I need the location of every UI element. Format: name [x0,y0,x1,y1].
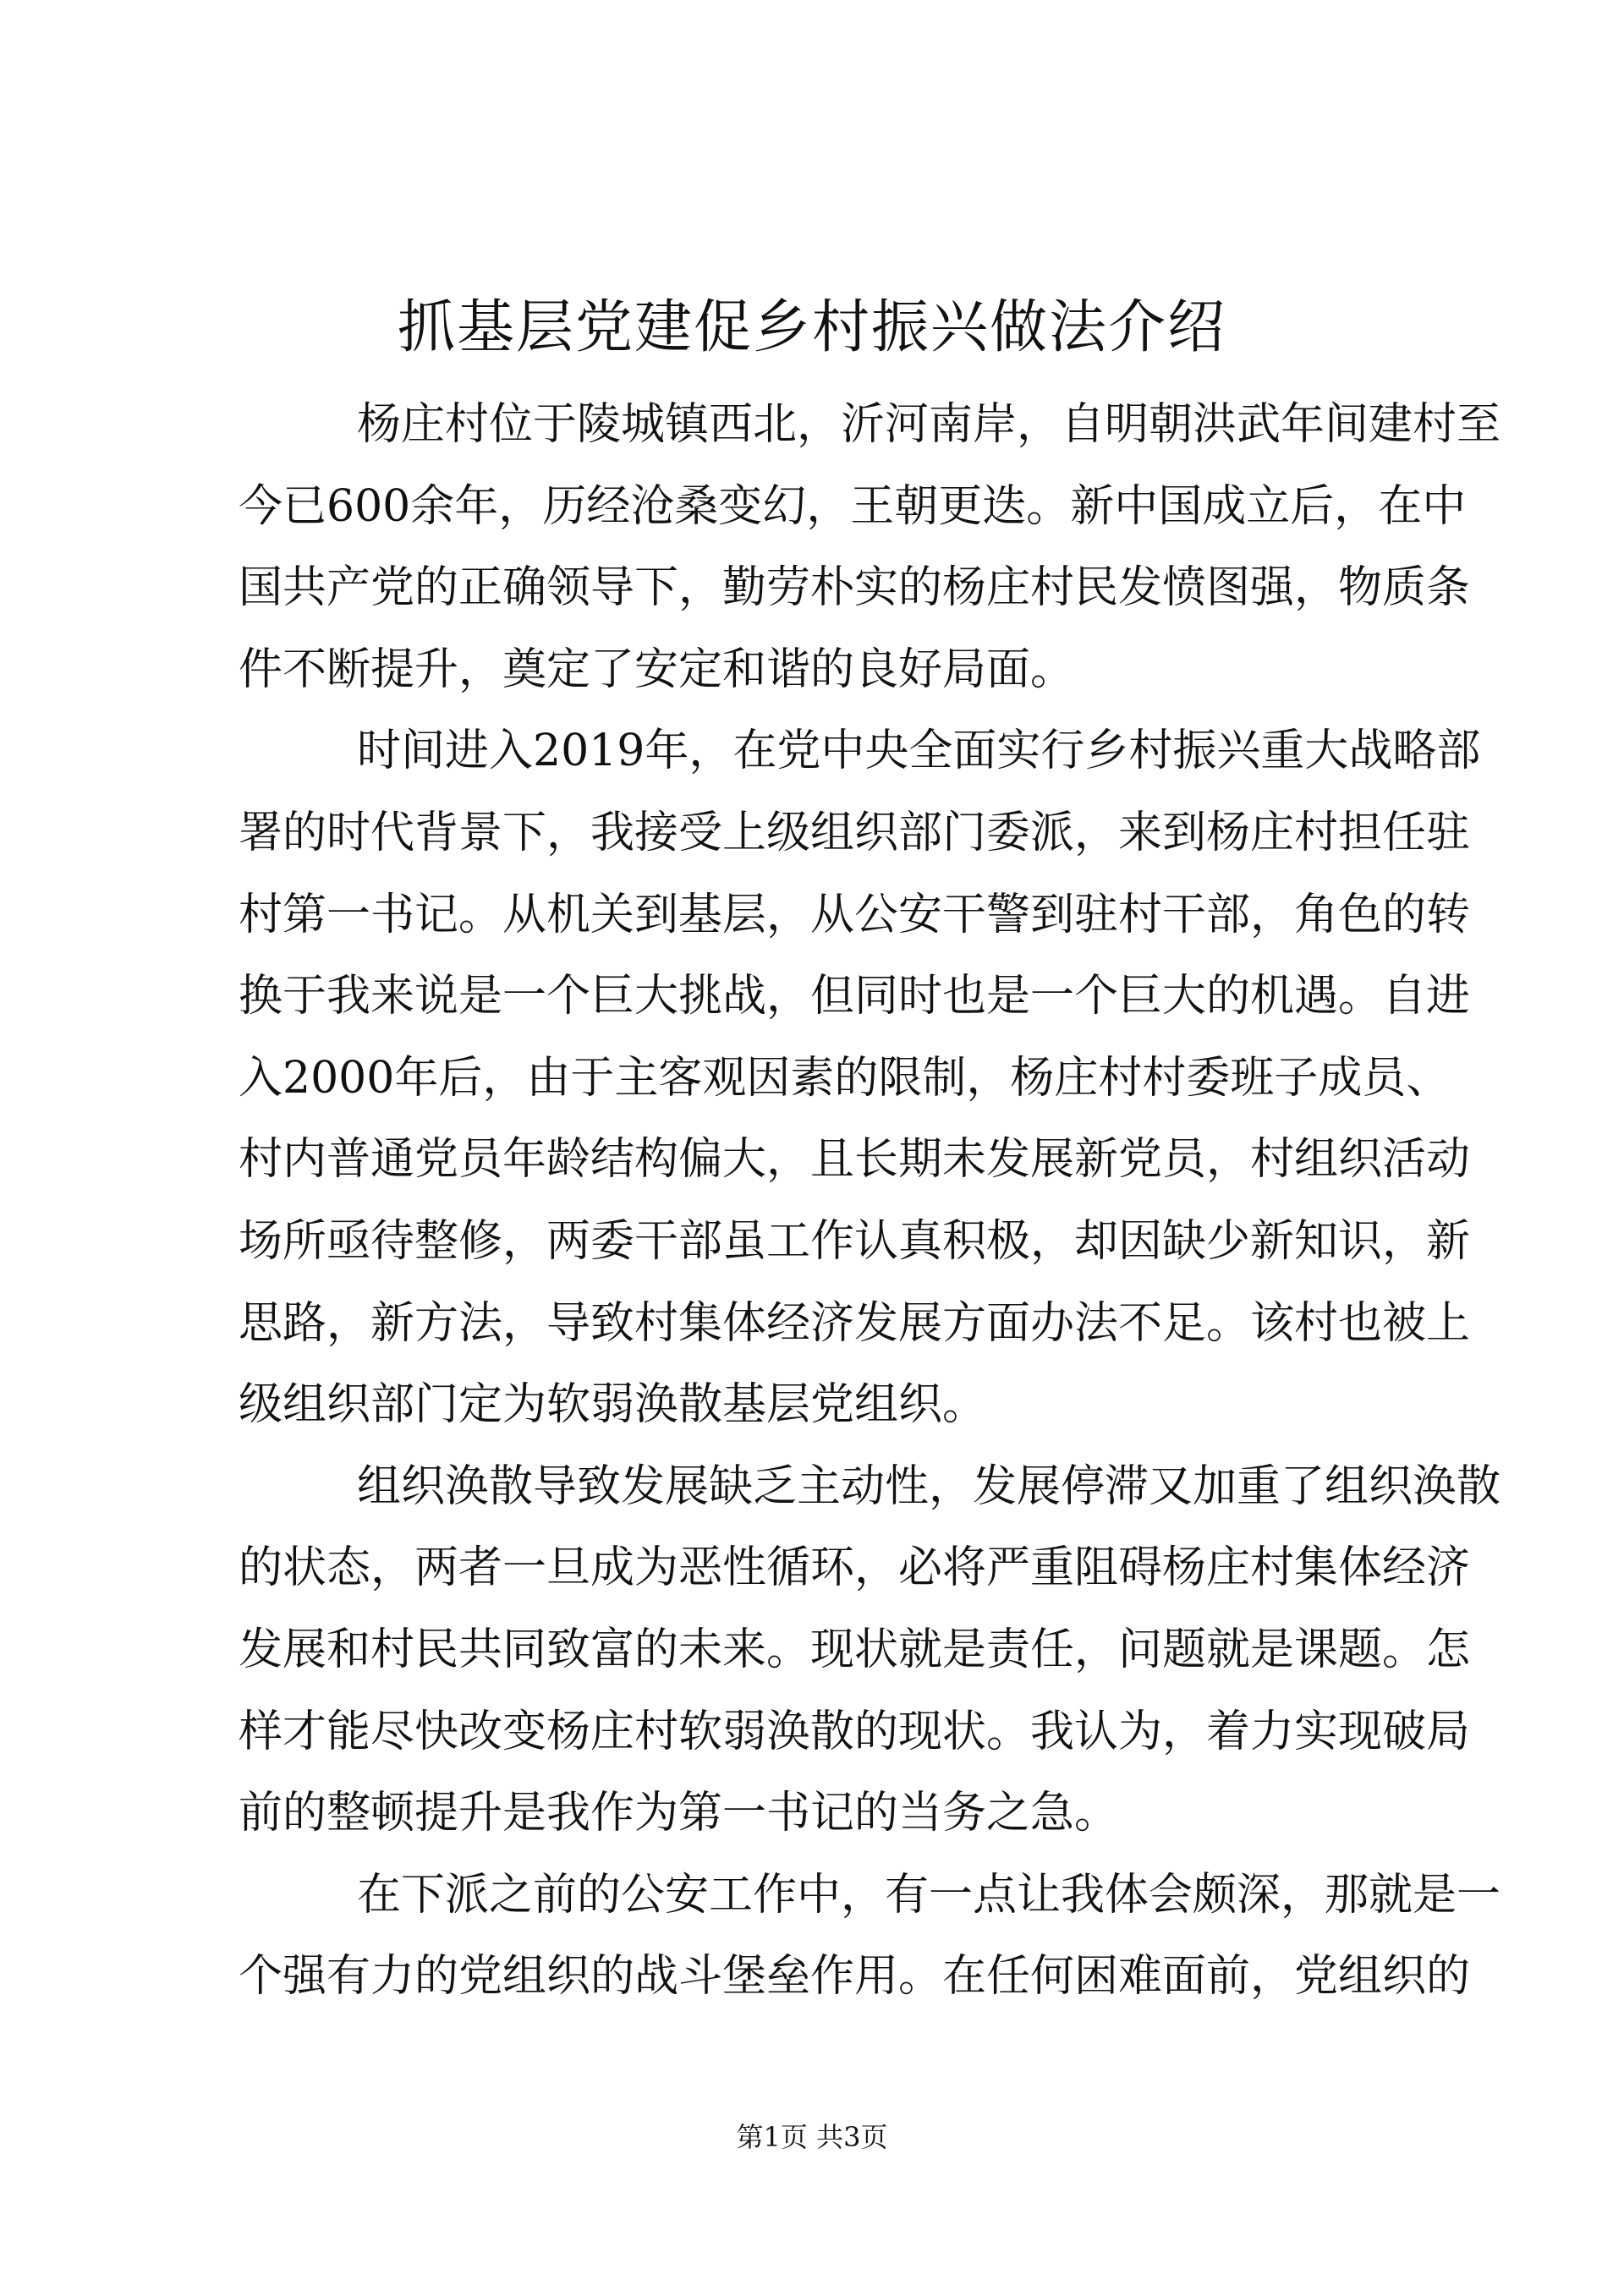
text-line: 思路，新方法，导致村集体经济发展方面办法不足。该村也被上 [239,1297,1471,1349]
text-line: 组织涣散导致发展缺乏主动性，发展停滞又加重了组织涣散 [357,1460,1501,1512]
text-line: 换于我来说是一个巨大挑战，但同时也是一个巨大的机遇。自进 [239,971,1471,1022]
text-line: 发展和村民共同致富的未来。现状就是责任，问题就是课题。怎 [239,1624,1471,1675]
text-line: 场所亟待整修，两委干部虽工作认真积极，却因缺少新知识，新 [239,1215,1471,1267]
text-line: 前的整顿提升是我作为第一书记的当务之急。 [239,1788,1119,1839]
document-title: 抓基层党建促乡村振兴做法介绍 [397,294,1226,361]
text-line: 国共产党的正确领导下，勤劳朴实的杨庄村民发愤图强，物质条 [239,562,1471,614]
text-line: 署的时代背景下，我接受上级组织部门委派，来到杨庄村担任驻 [239,807,1471,858]
text-line: 村内普通党员年龄结构偏大，且长期未发展新党员，村组织活动 [239,1134,1471,1186]
text-line: 今已600余年，历经沧桑变幻，王朝更迭。新中国成立后，在中 [239,480,1467,532]
page-number-footer: 第1页 共3页 [736,2121,888,2153]
text-line: 入2000年后，由于主客观因素的限制，杨庄村村委班子成员、 [239,1052,1451,1104]
text-line: 时间进入2019年，在党中央全面实行乡村振兴重大战略部 [357,726,1481,777]
text-line: 样才能尽快改变杨庄村软弱涣散的现状。我认为，着力实现破局 [239,1706,1471,1757]
text-line: 级组织部门定为软弱涣散基层党组织。 [239,1379,987,1431]
text-line: 村第一书记。从机关到基层，从公安干警到驻村干部，角色的转 [239,889,1471,940]
text-line: 在下派之前的公安工作中，有一点让我体会颇深，那就是一 [357,1869,1501,1921]
text-line: 件不断提升，奠定了安定和谐的良好局面。 [239,644,1075,695]
text-line: 杨庄村位于陵城镇西北，沂河南岸，自明朝洪武年间建村至 [357,399,1501,450]
text-line: 的状态，两者一旦成为恶性循环，必将严重阻碍杨庄村集体经济 [239,1543,1471,1594]
text-line: 个强有力的党组织的战斗堡垒作用。在任何困难面前，党组织的 [239,1951,1471,2003]
document-body [239,384,1501,2018]
